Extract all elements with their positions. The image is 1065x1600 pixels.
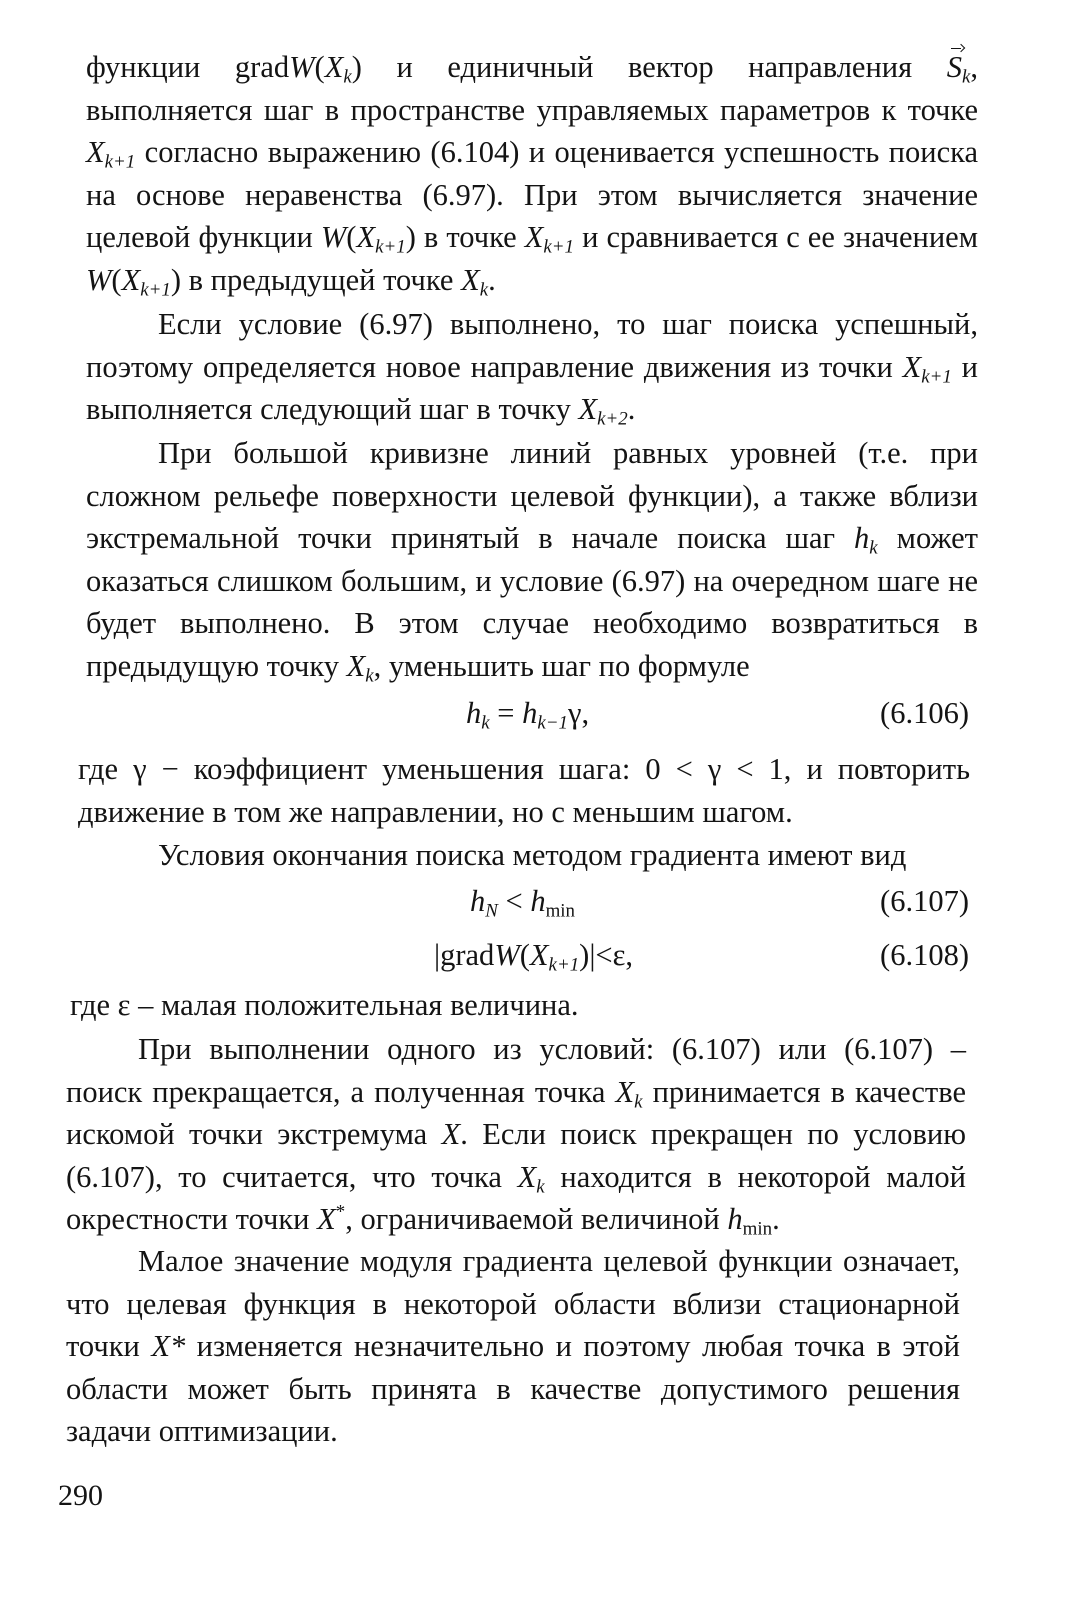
math-subscript: k — [536, 1175, 545, 1197]
math-var: h — [470, 884, 486, 918]
paragraph-7 — [66, 1028, 966, 1241]
math-operator: < — [497, 884, 531, 918]
math-var: h — [854, 521, 870, 555]
text-run: . — [772, 1202, 780, 1236]
math-subscript: min — [545, 900, 575, 922]
math-superscript: * — [335, 1201, 346, 1223]
math-subscript: min — [742, 1218, 773, 1240]
math-subscript: k+1 — [140, 278, 171, 300]
page-number: 290 — [58, 1479, 103, 1512]
math-var: X — [902, 349, 922, 384]
paragraph-5 — [86, 834, 978, 877]
paragraph-8 — [66, 1240, 960, 1453]
math-var: W — [494, 938, 520, 972]
text-run: При выполнении одного из условий: (6.107) или (6.107) – поиск прекращается, а полученная точка — [66, 1032, 966, 1109]
math-var: X — [317, 1202, 336, 1236]
equation-number: (6.107) — [880, 884, 969, 918]
vector-symbol: S — [947, 46, 962, 89]
text-run: , уменьшить шаг по формуле — [373, 648, 750, 683]
text-run: может оказаться слишком большим, и условие (6.97) на очередном шаге не будет выполнено. В этом случае необходимо возвратиться в предыдущую точку — [86, 521, 978, 683]
math-var: X — [517, 1159, 537, 1194]
text-run: ) в предыдущей точке — [170, 262, 462, 297]
math-var: X — [529, 938, 549, 972]
math-var: W — [86, 262, 112, 297]
math-subscript: k+1 — [921, 365, 952, 387]
math-subscript: k — [961, 66, 971, 88]
math-subscript: N — [485, 900, 498, 922]
math-var: h — [727, 1202, 743, 1236]
text-run: и выполняется следующий шаг в точку — [86, 349, 978, 426]
math-var: h — [466, 696, 482, 730]
text-run: ( — [314, 50, 325, 84]
text-run: , ограничиваемой величиной — [345, 1202, 728, 1236]
math-var: X — [578, 392, 598, 426]
text-run: )|<ε, — [579, 938, 634, 972]
math-subscript: k — [479, 278, 489, 300]
text-run: изменяется незначительно и поэтому любая точка в этой области может быть принята в качестве допустимого решения задачи оптимизации. — [66, 1329, 960, 1448]
math-var: h — [522, 696, 538, 730]
math-subscript: k — [343, 66, 352, 88]
math-subscript: k — [365, 664, 374, 686]
math-var: X — [86, 135, 105, 169]
text-run: Малое значение модуля градиента целевой функции означает, что целевая функция в некоторой области вблизи стационарной точки — [66, 1244, 960, 1363]
math-operator: = — [489, 696, 523, 730]
math-var: X — [441, 1117, 461, 1151]
text-run: ( — [111, 262, 122, 297]
text-run: и сравнивается с ее значением — [574, 220, 978, 254]
text-run: . — [627, 392, 636, 426]
math-var: X — [121, 262, 141, 297]
text-run: При большой кривизне линий равных уровней (т.е. при сложном рельефе поверхности целевой функции), а также вблизи экстремальной точки принятый в начале поиска шаг — [86, 436, 978, 555]
text-run: согласно выражению (6.104) и оценивается успешность поиска на основе неравенства (6.97). При этом вычисляется значение целевой функции — [86, 135, 978, 254]
text-run: принимается в качестве искомой точки экстремума — [66, 1074, 966, 1151]
math-subscript: k+1 — [548, 954, 580, 976]
text-run: находится в некоторой малой окрестности точки — [66, 1159, 966, 1236]
paragraph-3 — [86, 432, 978, 687]
math-subscript: k+2 — [597, 408, 628, 430]
paragraph-2 — [86, 303, 978, 431]
text-run: где ε – малая положительная величина. — [70, 988, 579, 1022]
math-var: W — [320, 220, 347, 254]
equation-6-107 — [470, 880, 575, 922]
math-var: W — [289, 50, 315, 84]
equation-number: (6.108) — [880, 938, 969, 972]
math-var: X — [615, 1074, 635, 1109]
math-subscript: k−1 — [537, 712, 568, 734]
text-run: функции grad — [86, 50, 290, 84]
math-subscript: k — [634, 1090, 643, 1112]
math-subscript: k — [481, 712, 490, 734]
math-subscript: k+1 — [543, 236, 575, 258]
text-run: ) в точке — [405, 220, 525, 254]
math-var: X — [346, 648, 366, 683]
math-var: X* — [151, 1329, 186, 1363]
text-run: где γ − коэффициент уменьшения шага: 0 < γ < 1, и повторить движение в том же направлении, но с меньшим шагом. — [78, 752, 970, 829]
text-run: , выполняется шаг в пространстве управляемых параметров к точке — [86, 50, 978, 127]
math-var: X — [324, 50, 344, 84]
paragraph-1 — [86, 46, 978, 301]
equation-6-106 — [466, 692, 589, 734]
text-run: . — [488, 262, 496, 297]
text-run: Условия окончания поиска методом градиента имеют вид — [158, 838, 907, 872]
paragraph-4 — [78, 748, 970, 833]
text-run: ( — [519, 938, 530, 972]
math-subscript: k — [869, 537, 878, 559]
math-subscript: k+1 — [104, 151, 136, 173]
math-subscript: k+1 — [375, 236, 406, 258]
text-run: γ, — [567, 696, 590, 730]
math-var: X — [461, 262, 480, 297]
text-run: ( — [346, 220, 357, 254]
math-var: h — [530, 884, 546, 918]
equation-6-108 — [434, 934, 633, 976]
text-run: Если условие (6.97) выполнено, то шаг поиска успешный, поэтому определяется новое направление движения из точки — [86, 307, 978, 384]
text-run: . Если поиск прекращен по условию (6.107), то считается, что точка — [66, 1117, 966, 1194]
math-var: X — [524, 220, 544, 254]
paragraph-6 — [70, 984, 962, 1027]
text-run: ) и единичный вектор направления — [351, 50, 947, 84]
equation-number: (6.106) — [880, 696, 969, 730]
math-var: X — [356, 220, 376, 254]
text-run: |grad — [434, 938, 495, 972]
